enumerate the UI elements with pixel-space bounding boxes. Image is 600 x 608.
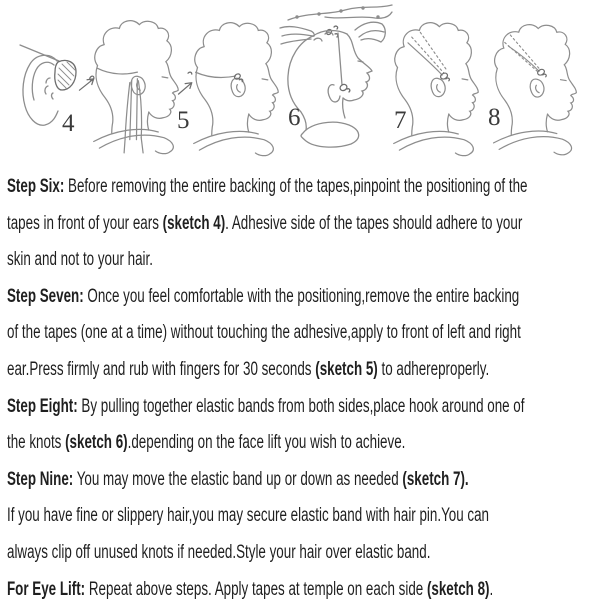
text-run: ear.Press firmly and rub with fingers for 30 seconds bbox=[7, 358, 316, 380]
sketch-8-ref: (sketch 8) bbox=[426, 578, 490, 600]
text-run: . bbox=[489, 578, 494, 600]
step-six-label: Step Six: bbox=[7, 176, 65, 197]
instruction-line bbox=[7, 498, 489, 535]
text-run: the knots bbox=[7, 432, 66, 454]
eye-lift-label: For Eye Lift: bbox=[7, 578, 86, 600]
instruction-line bbox=[7, 315, 521, 352]
text-run: Before removing the entire backing of the tapes,pinpoint the positioning of the bbox=[64, 176, 528, 197]
step-nine-label: Step Nine: bbox=[7, 468, 74, 490]
sketch-head-temple-figure bbox=[494, 25, 577, 155]
instruction-line bbox=[7, 389, 525, 426]
instruction-line bbox=[7, 206, 523, 243]
instruction-line bbox=[7, 462, 469, 499]
instruction-line bbox=[7, 572, 494, 608]
sketch-7-ref: (sketch 7). bbox=[402, 468, 469, 490]
text-run: to adhereproperly. bbox=[377, 358, 490, 380]
instruction-line bbox=[7, 352, 490, 389]
text-run: of the tapes (one at a time) without touching the adhesive,apply to front of left and right bbox=[7, 322, 521, 344]
sketch-5-ref: (sketch 5) bbox=[315, 358, 378, 380]
text-run: .depending on the face lift you wish to achieve. bbox=[127, 432, 406, 454]
text-run: If you have fine or slippery hair,you may secure elastic band with hair pin.You can bbox=[7, 505, 489, 527]
instruction-sketches bbox=[0, 0, 600, 168]
sketch-6-ref: (sketch 6) bbox=[65, 432, 128, 454]
sketch-4-ref: (sketch 4) bbox=[162, 212, 226, 234]
instruction-line bbox=[7, 279, 520, 316]
sketch-label-4: 4 bbox=[62, 110, 75, 137]
text-run: Once you feel comfortable with the positioning,remove the entire backing bbox=[83, 285, 520, 307]
sketch-head-tape-arrow-figure bbox=[179, 23, 279, 156]
step-seven-label: Step Seven: bbox=[7, 285, 84, 307]
instruction-line bbox=[7, 169, 528, 206]
sketch-head-band-adjust-figure bbox=[394, 23, 479, 156]
text-run: skin and not to your hair. bbox=[7, 249, 153, 271]
step-eight-label: Step Eight: bbox=[7, 395, 78, 417]
text-run: You may move the elastic band up or down as needed bbox=[73, 468, 403, 490]
sketch-label-8: 8 bbox=[488, 104, 501, 131]
sketch-label-7: 7 bbox=[394, 107, 407, 134]
text-run: . Adhesive side of the tapes should adhere to your bbox=[225, 212, 523, 234]
text-run: By pulling together elastic bands from both sides,place hook around one of bbox=[77, 395, 525, 417]
text-run: tapes in front of your ears bbox=[7, 212, 163, 234]
instruction-line bbox=[7, 242, 424, 279]
sketch-label-6: 6 bbox=[288, 104, 301, 131]
sketch-label-5: 5 bbox=[177, 107, 190, 134]
sketch-head-fingers-figure bbox=[79, 21, 178, 154]
instruction-line bbox=[7, 425, 424, 462]
text-run: Repeat above steps. Apply tapes at temple on each side bbox=[85, 578, 427, 600]
text-run: always clip off unused knots if needed.Style your hair over elastic band. bbox=[7, 541, 431, 563]
instructions-block bbox=[7, 169, 599, 608]
instruction-line bbox=[7, 535, 431, 572]
